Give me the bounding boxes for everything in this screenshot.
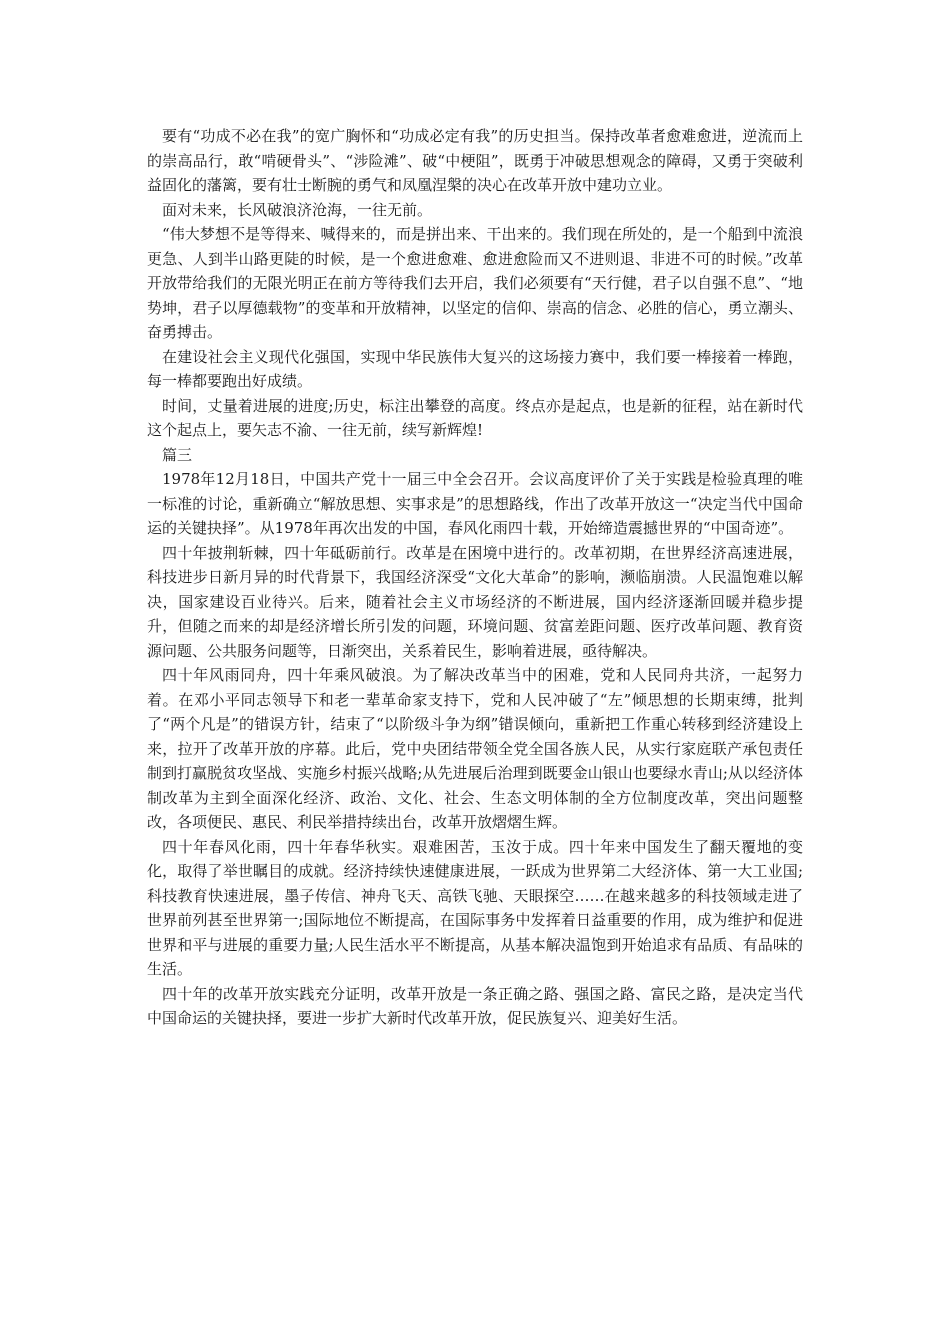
paragraph-3: “伟大梦想不是等得来、喊得来的，而是拼出来、干出来的。我们现在所处的，是一个船到中流浪更急、人到半山路更陡的时候，是一个愈进愈难、愈进愈险而又不进则退、非进不可的时候。”改革开放带给我们的无限光明正在前方等待我们去开启，我们必须要有“天行健，君子以自强不息”、“地势坤，君子以厚德载物”的变革和开放精神，以坚定的信仰、崇高的信念、必胜的信心，勇立潮头、奋勇搏击。 [147, 225, 803, 341]
paragraph-5: 时间，丈量着进展的进度;历史，标注出攀登的高度。终点亦是起点，也是新的征程，站在新时代这个起点上，要矢志不渝、一往无前，续写新辉煌! [147, 396, 803, 439]
paragraph-9: 四十年春风化雨，四十年春华秋实。艰难困苦，玉汝于成。四十年来中国发生了翻天覆地的变化，取得了举世瞩目的成就。经济持续快速健康进展，一跃成为世界第二大经济体、第一大工业国;科技教育快速进展，墨子传信、神舟飞天、高铁飞驰、天眼探空……在越来越多的科技领域走进了世界前列甚至世界第一;国际地位不断提高，在国际事务中发挥着日益重要的作用，成为维护和促进世界和平与进展的重要力量;人民生活水平不断提高，从基本解决温饱到开始追求有品质、有品味的生活。 [147, 837, 803, 978]
document-body [147, 124, 803, 1031]
paragraph-4: 在建设社会主义现代化强国，实现中华民族伟大复兴的这场接力赛中，我们要一棒接着一棒跑，每一棒都要跑出好成绩。 [147, 347, 803, 390]
paragraph-2: 面对未来，长风破浪济沧海，一往无前。 [162, 200, 433, 219]
paragraph-10: 四十年的改革开放实践充分证明，改革开放是一条正确之路、强国之路、富民之路，是决定当代中国命运的关键抉择，要进一步扩大新时代改革开放，促民族复兴、迎美好生活。 [147, 984, 803, 1027]
section-heading: 篇三 [162, 445, 193, 464]
paragraph-1: 要有“功成不必在我”的宽广胸怀和“功成必定有我”的历史担当。保持改革者愈难愈进，逆流而上的崇高品行，敢“啃硬骨头”、“涉险滩”、破“中梗阻”，既勇于冲破思想观念的障碍，又勇于突破利益固化的藩篱，要有壮士断腕的勇气和凤凰涅槃的决心在改革开放中建功立业。 [147, 127, 803, 194]
paragraph-7: 四十年披荆斩棘，四十年砥砺前行。改革是在困境中进行的。改革初期，在世界经济高速进展，科技进步日新月异的时代背景下，我国经济深受“文化大革命”的影响，濒临崩溃。人民温饱难以解决，国家建设百业待兴。后来，随着社会主义市场经济的不断进展，国内经济逐渐回暖并稳步提升，但随之而来的却是经济增长所引发的问题，环境问题、贫富差距问题、医疗改革问题、教育资源问题、公共服务问题等，日渐突出，关系着民生，影响着进展，亟待解决。 [147, 543, 803, 660]
paragraph-8: 四十年风雨同舟，四十年乘风破浪。为了解决改革当中的困难，党和人民同舟共济，一起努力着。在邓小平同志领导下和老一辈革命家支持下，党和人民冲破了“左”倾思想的长期束缚，批判了“两个凡是”的错误方针，结束了“以阶级斗争为纲”错误倾向，重新把工作重心转移到经济建设上来，拉开了改革开放的序幕。此后，党中央团结带领全党全国各族人民，从实行家庭联产承包责任制到打赢脱贫攻坚战、实施乡村振兴战略;从先进展后治理到既要金山银山也要绿水青山;从以经济体制改革为主到全面深化经济、政治、文化、社会、生态文明体制的全方位制度改革，突出问题整改，各项便民、惠民、利民举措持续出台，改革开放熠熠生辉。 [147, 666, 803, 831]
paragraph-6: 1978年12月18日，中国共产党十一届三中全会召开。会议高度评价了关于实践是检验真理的唯一标准的讨论，重新确立“解放思想、实事求是”的思想路线，作出了改革开放这一“决定当代中国命运的关键抉择”。从1978年再次出发的中国，春风化雨四十载，开始缔造震撼世界的“中国奇迹”。 [147, 470, 803, 537]
